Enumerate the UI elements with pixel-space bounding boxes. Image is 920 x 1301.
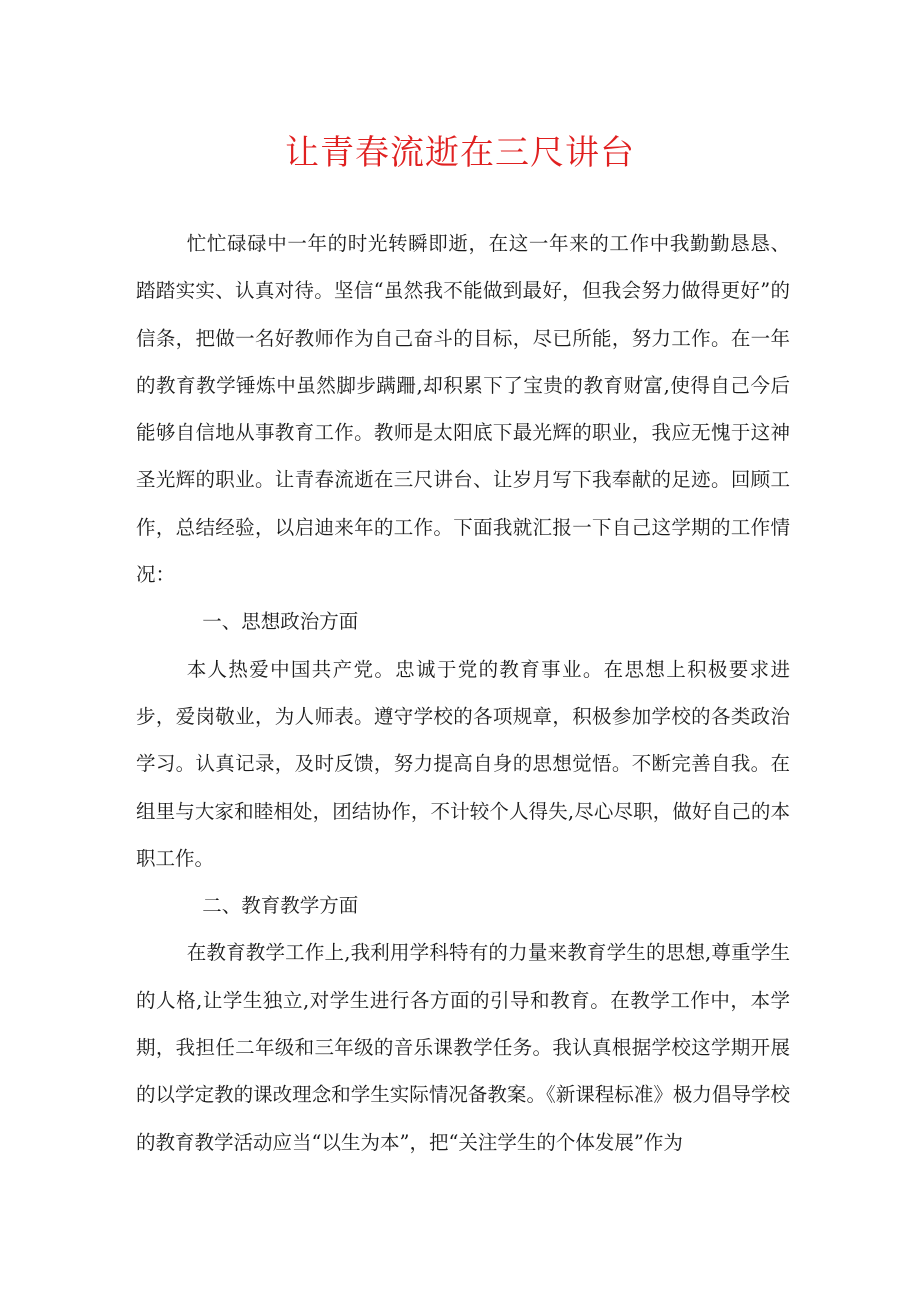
section-heading-teaching: 二、教育教学方面: [202, 894, 359, 918]
intro-paragraph: 忙忙碌碌中一年的时光转瞬即逝，在这一年来的工作中我勤勤恳恳、踏踏实实、认真对待。坚信“虽然我不能做到最好，但我会努力做得更好”的信条，把做一名好教师作为自己奋斗的目标，尽已所能，努力工作。在一年的教育教学锤炼中虽然脚步蹒跚,却积累下了宝贵的教育财富,使得自己今后能够自信地从事教育工作。教师是太阳底下最光辉的职业，我应无愧于这神圣光辉的职业。让青春流逝在三尺讲台、让岁月写下我奉献的足迹。回顾工作，总结经验，以启迪来年的工作。下面我就汇报一下自己这学期的工作情况：: [136, 232, 790, 587]
document-title: 让青春流逝在三尺讲台: [285, 133, 635, 173]
teaching-paragraph: 在教育教学工作上,我利用学科特有的力量来教育学生的思想,尊重学生的人格,让学生独立,对学生进行各方面的引导和教育。在教学工作中，本学期，我担任二年级和三年级的音乐课教学任务。我认真根据学校这学期开展的以学定教的课改理念和学生实际情况备教案。《新课程标准》极力倡导学校的教育教学活动应当“以生为本”，把“关注学生的个体发展”作为: [136, 941, 790, 1154]
politics-paragraph: 本人热爱中国共产党。忠诚于党的教育事业。在思想上积极要求进步，爱岗敬业，为人师表。遵守学校的各项规章，积极参加学校的各类政治学习。认真记录，及时反馈，努力提高自身的思想觉悟。不断完善自我。在组里与大家和睦相处，团结协作，不计较个人得失,尽心尽职，做好自己的本职工作。: [136, 657, 790, 870]
section-heading-politics: 一、思想政治方面: [202, 610, 359, 634]
document-body: [136, 220, 790, 1166]
